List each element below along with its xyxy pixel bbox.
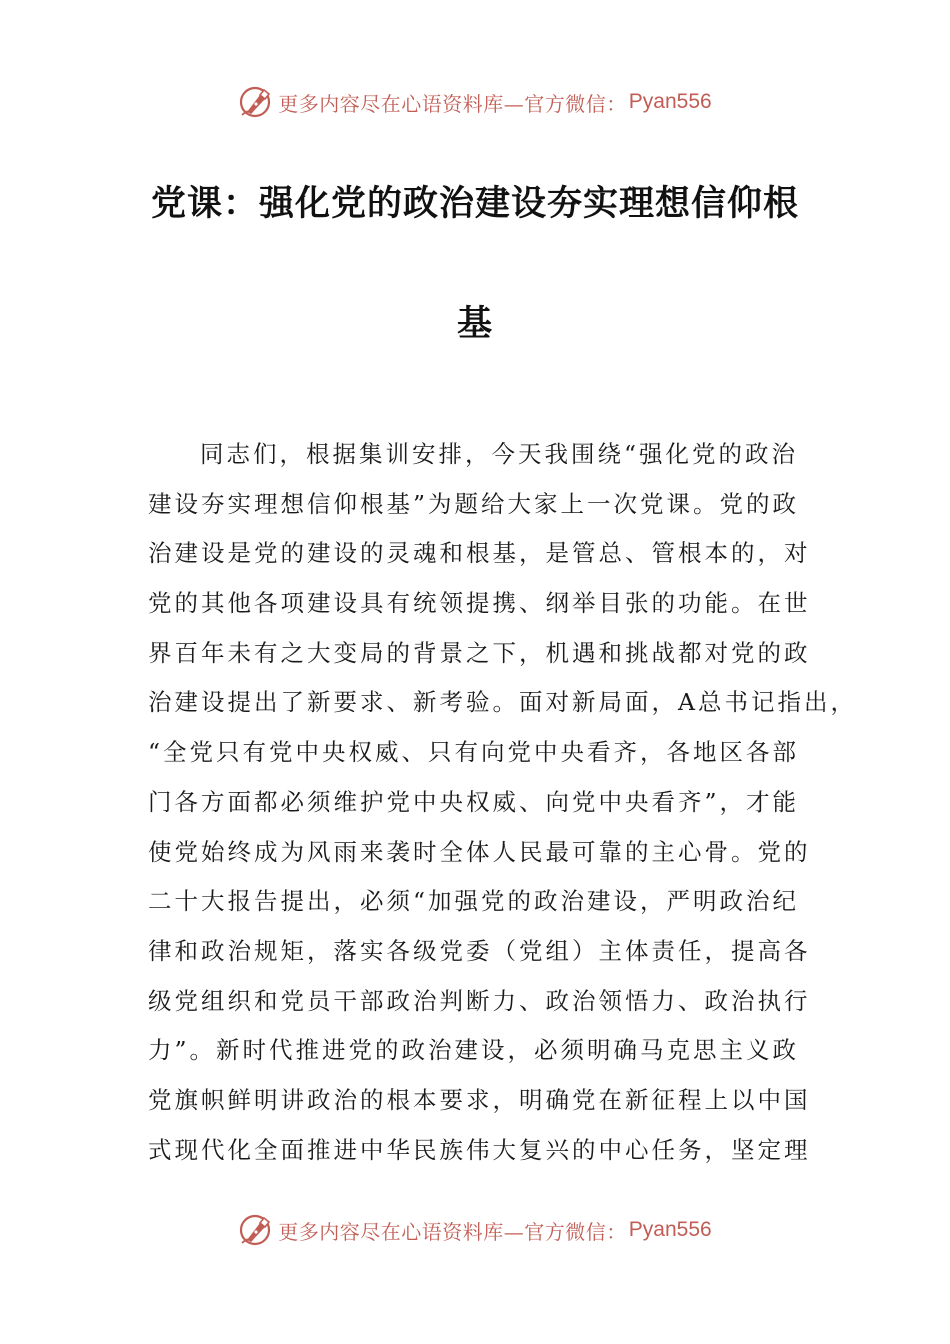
document-title-line-2: 基 [456,304,493,344]
pen-nib-logo-icon [238,85,274,119]
body-line: 治建设提出了新要求、新考验。面对新局面，A总书记指出， [148,688,857,717]
body-line: 界百年未有之大变局的背景之下，机遇和挑战都对党的政 [148,638,811,667]
body-line: “全党只有党中央权威、只有向党中央看齐，各地区各部 [148,738,800,767]
footer-watermark-handle: Pyan556 [628,1218,712,1241]
body-line: 建设夯实理想信仰根基”为题给大家上一次党课。党的政 [148,489,800,518]
body-line: 治建设是党的建设的灵魂和根基，是管总、管根本的，对 [148,539,811,568]
body-line: 党的其他各项建设具有统领提携、纲举目张的功能。在世 [148,589,811,618]
body-line: 二十大报告提出，必须“加强党的政治建设，严明政治纪 [148,887,800,916]
body-line: 级党组织和党员干部政治判断力、政治领悟力、政治执行 [148,986,811,1015]
body-paragraph [148,430,857,1175]
document-title-line-1: 党课：强化党的政治建设夯实理想信仰根 [150,184,799,224]
footer-watermark-banner [0,1210,950,1250]
header-watermark-banner [0,82,950,122]
pen-nib-logo-icon [238,1213,274,1247]
body-line: 党旗帜鲜明讲政治的根本要求，明确党在新征程上以中国 [148,1085,811,1114]
body-line: 律和政治规矩，落实各级党委（党组）主体责任，提高各 [148,936,811,965]
body-line: 门各方面都必须维护党中央权威、向党中央看齐”，才能 [148,787,800,816]
body-line: 力”。新时代推进党的政治建设，必须明确马克思主义政 [148,1036,800,1065]
header-watermark-text: 更多内容尽在心语资料库—官方微信： [278,91,627,116]
header-watermark-handle: Pyan556 [628,90,712,113]
body-line: 同志们，根据集训安排，今天我围绕“强化党的政治 [200,440,799,468]
footer-watermark-text: 更多内容尽在心语资料库—官方微信： [278,1219,627,1244]
body-line: 式现代化全面推进中华民族伟大复兴的中心任务，坚定理 [148,1135,811,1164]
body-line: 使党始终成为风雨来袭时全体人民最可靠的主心骨。党的 [148,837,811,866]
